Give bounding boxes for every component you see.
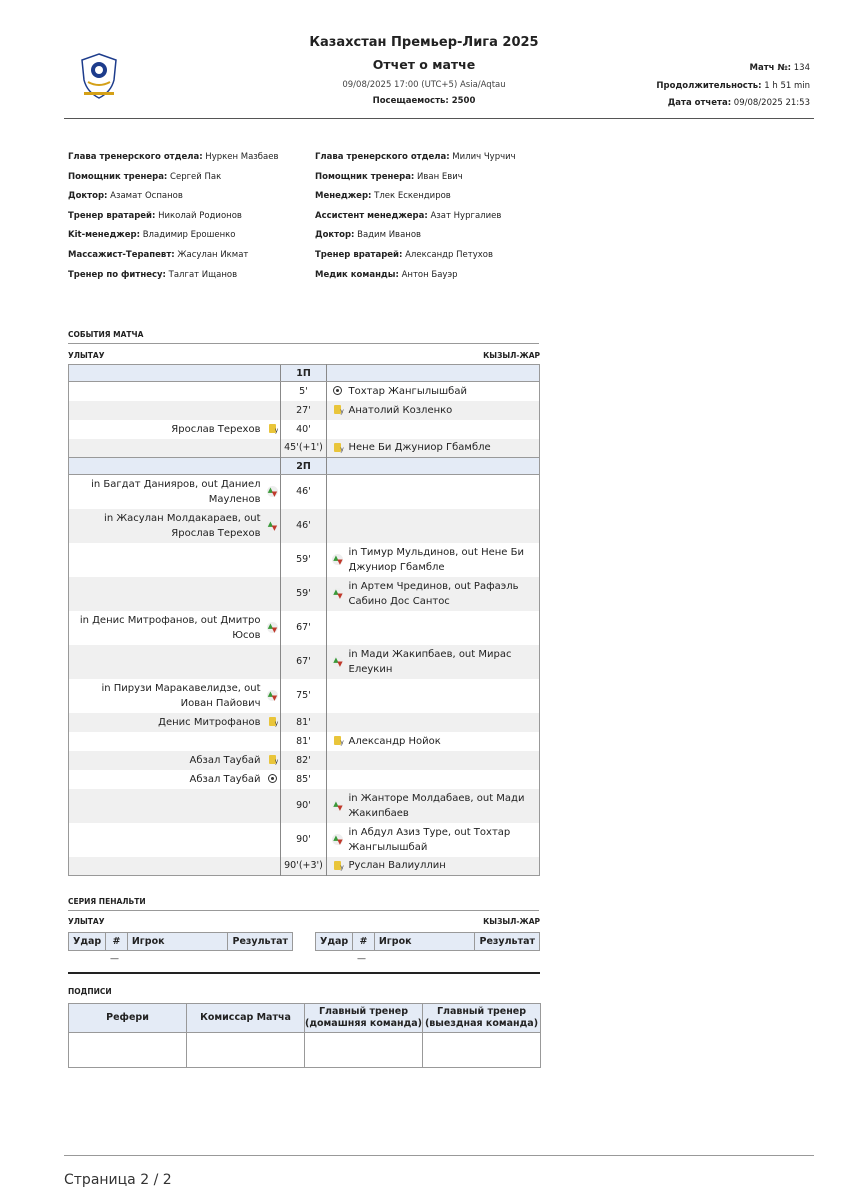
away-event-text: Тохтар Жангылышбай bbox=[348, 385, 467, 397]
away-event-text bbox=[349, 509, 540, 543]
event-minute: 67' bbox=[281, 611, 327, 645]
signatures-table bbox=[68, 1003, 541, 1068]
report-title: Отчет о матче bbox=[372, 57, 476, 72]
home-event-text bbox=[69, 439, 265, 458]
event-row bbox=[69, 382, 540, 401]
staff-item: Помощник тренера: Сергей Пак bbox=[68, 171, 222, 182]
sig-commissioner-cell bbox=[187, 1033, 305, 1068]
match-number: Матч №: 134 bbox=[749, 63, 810, 73]
event-row bbox=[69, 577, 540, 611]
event-minute: 46' bbox=[281, 509, 327, 543]
substitution-icon: ▲ ▼ bbox=[333, 655, 343, 668]
event-row bbox=[69, 401, 540, 420]
staff-item: Тренер вратарей: Николай Родионов bbox=[68, 210, 242, 221]
league-title: Казахстан Премьер-Лига 2025 bbox=[309, 35, 539, 50]
away-event-text bbox=[349, 751, 540, 770]
event-minute: 82' bbox=[281, 751, 327, 770]
home-event-text bbox=[69, 732, 265, 751]
match-duration: Продолжительность: 1 h 51 min bbox=[656, 81, 810, 91]
event-row bbox=[69, 475, 540, 509]
penalties-away-table bbox=[315, 932, 540, 951]
home-event-text bbox=[69, 577, 265, 611]
col-number: # bbox=[353, 933, 375, 951]
event-row bbox=[69, 713, 540, 732]
staff-item: Ассистент менеджера: Азат Нургалиев bbox=[315, 210, 502, 221]
events-away-team: КЫЗЫЛ-ЖАР bbox=[483, 351, 540, 360]
penalties-divider bbox=[68, 910, 539, 911]
events-divider bbox=[68, 343, 539, 344]
event-minute: 81' bbox=[281, 732, 327, 751]
report-date: Дата отчета: 09/08/2025 21:53 bbox=[667, 98, 810, 108]
goal-ball-icon bbox=[268, 774, 277, 783]
yellow-card-icon bbox=[269, 424, 276, 433]
attendance: Посещаемость: 2500 bbox=[372, 96, 476, 106]
staff-item: Менеджер: Тлек Ескендиров bbox=[315, 191, 451, 202]
away-event-text: in Абдул Азиз Туре, out Тохтар Жангылышбай bbox=[348, 826, 511, 853]
substitution-icon: ▲ ▼ bbox=[333, 587, 343, 600]
home-event-text bbox=[69, 789, 265, 823]
footer-divider bbox=[64, 1155, 814, 1156]
event-minute: 90' bbox=[281, 823, 327, 857]
yellow-card-icon bbox=[334, 405, 341, 414]
substitution-icon: ▲ ▼ bbox=[267, 519, 278, 532]
yellow-card-icon bbox=[334, 861, 341, 870]
event-minute: 46' bbox=[281, 475, 327, 509]
substitution-icon: ▲ ▼ bbox=[267, 486, 278, 498]
away-event-text bbox=[349, 420, 540, 439]
away-event-text: in Мади Жакипбаев, out Мирас Елеукин bbox=[349, 645, 540, 679]
yellow-card-icon bbox=[334, 736, 341, 745]
substitution-icon: ▲ ▼ bbox=[333, 833, 343, 846]
away-event-text: in Жанторе Молдабаев, out Мади Жакипбаев bbox=[349, 789, 540, 823]
col-shot: Удар bbox=[316, 933, 353, 951]
sig-away-coach-header: Главный тренер (выездная команда) bbox=[423, 1004, 541, 1033]
away-event-text bbox=[349, 713, 540, 732]
penalties-home-team: УЛЫТАУ bbox=[68, 917, 105, 926]
home-event-text bbox=[69, 645, 265, 679]
sig-away-coach-cell bbox=[423, 1033, 541, 1068]
event-row bbox=[69, 732, 540, 751]
home-staff-list bbox=[68, 148, 279, 285]
event-minute: 45'(+1') bbox=[281, 439, 327, 458]
staff-item: Тренер по фитнесу: Талгат Ищанов bbox=[68, 269, 238, 280]
header-divider bbox=[64, 118, 814, 119]
yellow-card-icon bbox=[269, 717, 276, 726]
col-player: Игрок bbox=[127, 933, 228, 951]
event-row bbox=[69, 645, 540, 679]
col-result: Результат bbox=[228, 933, 293, 951]
sig-home-coach-header: Главный тренер (домашняя команда) bbox=[305, 1004, 423, 1033]
staff-item: Доктор: Вадим Иванов bbox=[315, 230, 422, 241]
away-event-text bbox=[349, 611, 540, 645]
staff-item: Доктор: Азамат Оспанов bbox=[68, 191, 183, 202]
home-event-text bbox=[69, 823, 265, 857]
event-row bbox=[69, 420, 540, 439]
event-row bbox=[69, 543, 540, 577]
staff-item: Тренер вратарей: Александр Петухов bbox=[315, 249, 493, 260]
event-row bbox=[69, 823, 540, 857]
event-minute: 27' bbox=[281, 401, 327, 420]
staff-item: Kit-менеджер: Владимир Ерошенко bbox=[68, 230, 236, 241]
event-minute: 59' bbox=[281, 543, 327, 577]
events-home-team: УЛЫТАУ bbox=[68, 351, 105, 360]
event-minute: 59' bbox=[281, 577, 327, 611]
home-event-text: Ярослав Терехов bbox=[171, 423, 261, 435]
yellow-card-icon bbox=[334, 443, 341, 452]
away-event-text: Нене Би Джуниор Гбамбле bbox=[349, 439, 540, 458]
substitution-icon: ▲ ▼ bbox=[333, 553, 343, 566]
sig-home-coach-cell bbox=[305, 1033, 423, 1068]
staff-item: Массажист-Терапевт: Жасулан Икмат bbox=[68, 249, 249, 260]
event-minute: 67' bbox=[281, 645, 327, 679]
col-number: # bbox=[106, 933, 128, 951]
staff-item: Глава тренерского отдела: Милич Чурчич bbox=[315, 152, 516, 162]
substitution-icon: ▲ ▼ bbox=[333, 799, 343, 812]
event-minute: 85' bbox=[281, 770, 327, 789]
event-row bbox=[69, 439, 540, 458]
event-row bbox=[69, 857, 540, 876]
home-event-text: in Багдат Данияров, out Даниел Мауленов bbox=[91, 478, 261, 505]
away-staff-list bbox=[315, 148, 516, 285]
away-event-text: in Артем Чрединов, out Рафаэль Сабино Дос Сантос bbox=[349, 577, 540, 611]
event-minute: 75' bbox=[281, 679, 327, 713]
away-event-text: Анатолий Козленко bbox=[349, 401, 540, 420]
col-result: Результат bbox=[475, 933, 540, 951]
sig-referee-header: Рефери bbox=[69, 1004, 187, 1033]
penalties-home-table bbox=[68, 932, 293, 951]
home-event-text bbox=[69, 857, 265, 876]
events-section-title: СОБЫТИЯ МАТЧА bbox=[68, 330, 144, 339]
event-minute: 40' bbox=[281, 420, 327, 439]
home-event-text bbox=[69, 382, 265, 401]
home-event-text: Абзал Таубай bbox=[69, 751, 265, 770]
events-table bbox=[68, 364, 540, 876]
away-event-text: Руслан Валиуллин bbox=[349, 857, 540, 876]
half-label: 2П bbox=[281, 458, 327, 475]
home-event-text bbox=[69, 543, 265, 577]
staff-item: Помощник тренера: Иван Евич bbox=[315, 171, 463, 182]
penalties-home-empty: — bbox=[110, 954, 119, 964]
event-row bbox=[69, 509, 540, 543]
sig-commissioner-header: Комиссар Матча bbox=[187, 1004, 305, 1033]
event-minute: 90' bbox=[281, 789, 327, 823]
penalties-section-title: СЕРИЯ ПЕНАЛЬТИ bbox=[68, 897, 146, 906]
away-event-text bbox=[349, 679, 540, 713]
staff-item: Медик команды: Антон Бауэр bbox=[315, 269, 458, 280]
sig-referee-cell bbox=[69, 1033, 187, 1068]
penalties-away-team: КЫЗЫЛ-ЖАР bbox=[483, 917, 540, 926]
substitution-icon: ▲ ▼ bbox=[267, 621, 278, 634]
event-minute: 90'(+3') bbox=[281, 857, 327, 876]
yellow-card-icon bbox=[269, 755, 276, 764]
half-header-row bbox=[69, 458, 540, 475]
page-number: Страница 2 / 2 bbox=[64, 1172, 172, 1188]
half-label: 1П bbox=[281, 365, 327, 382]
home-event-text: in Жасулан Молдакараев, out Ярослав Терехов bbox=[69, 509, 265, 543]
event-minute: 5' bbox=[281, 382, 327, 401]
away-event-text bbox=[349, 770, 540, 789]
home-event-text bbox=[69, 401, 265, 420]
away-event-text bbox=[349, 475, 540, 509]
event-row bbox=[69, 789, 540, 823]
col-player: Игрок bbox=[374, 933, 475, 951]
signatures-section-title: ПОДПИСИ bbox=[68, 987, 112, 996]
home-event-text: Денис Митрофанов bbox=[69, 713, 265, 732]
event-row bbox=[69, 611, 540, 645]
event-row bbox=[69, 751, 540, 770]
penalties-away-empty: — bbox=[357, 954, 366, 964]
away-event-text: in Тимур Мульдинов, out Нене Би Джуниор Гбамбле bbox=[348, 546, 524, 573]
substitution-icon: ▲ ▼ bbox=[267, 689, 278, 702]
penalties-bottom-rule bbox=[68, 972, 540, 974]
event-row bbox=[69, 770, 540, 789]
away-event-text: Александр Нойок bbox=[348, 735, 441, 747]
half-header-row bbox=[69, 365, 540, 382]
home-event-text: in Пирузи Маракавелидзе, out Иован Пайович bbox=[101, 682, 261, 709]
staff-item: Глава тренерского отдела: Нуркен Мазбаев bbox=[68, 152, 279, 162]
event-minute: 81' bbox=[281, 713, 327, 732]
home-event-text: in Денис Митрофанов, out Дмитро Юсов bbox=[79, 614, 261, 641]
home-event-text: Абзал Таубай bbox=[189, 773, 261, 785]
match-datetime: 09/08/2025 17:00 (UTC+5) Asia/Aqtau bbox=[342, 80, 506, 90]
col-shot: Удар bbox=[69, 933, 106, 951]
goal-ball-icon bbox=[333, 386, 342, 395]
event-row bbox=[69, 679, 540, 713]
